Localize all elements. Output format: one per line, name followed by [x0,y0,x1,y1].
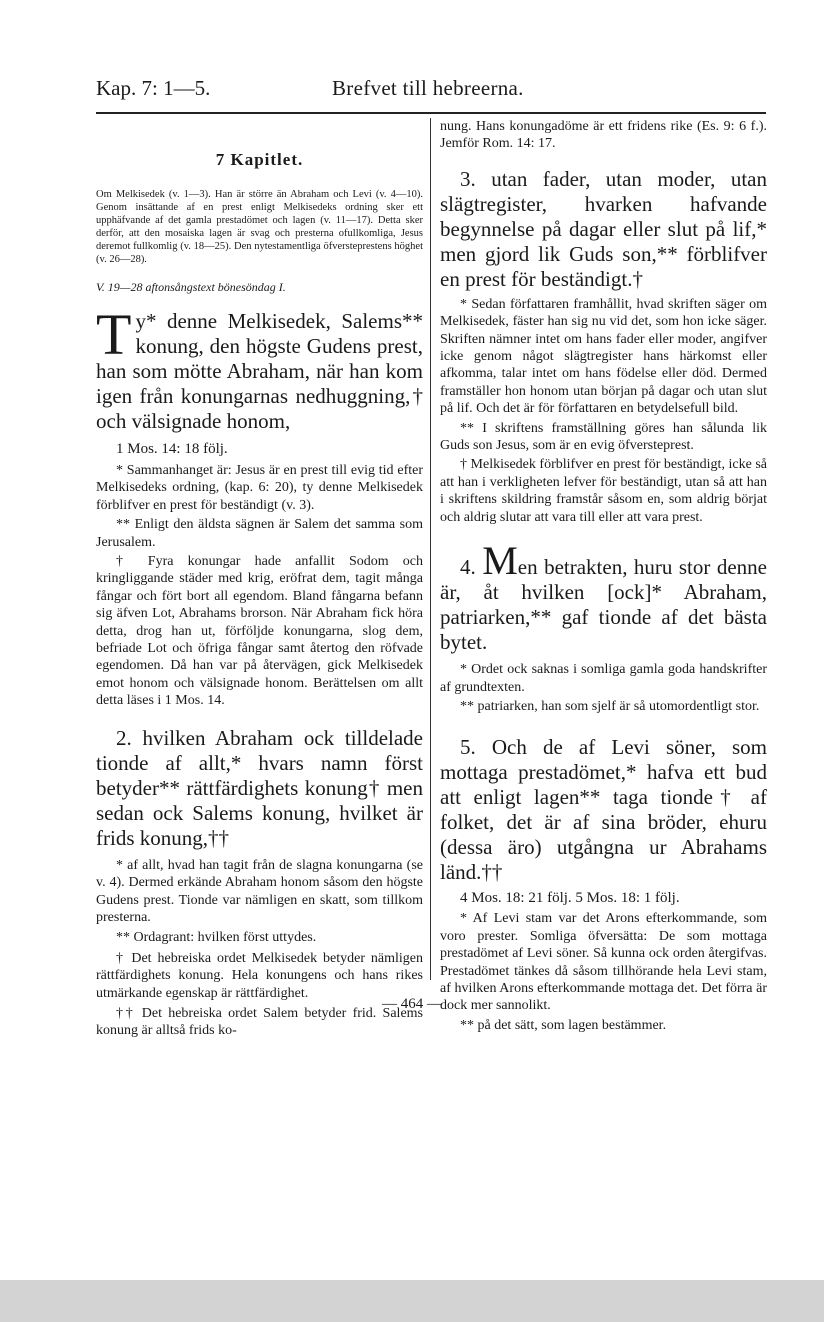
chapter-summary: Om Melkisedek (v. 1—3). Han är större än Abraham och Levi (v. 4—10). Genom insättande af en prest enligt Melkisedeks ordning sker ett upphäfvande af det gamla prestadömet och lagen (v. 11—17). Detta sker derför, att den mosaiska lagen är svag och presterna ofullkomliga, Jesus deremot fullkomlig (v. 18—25). Den nytestamentliga öfversteprestens höghet (v. 26—28). [96,189,423,265]
verse-4-text: en betrakten, huru stor denne är, åt hvilken [ock]* Abraham, patriarken,** gaf tionde af det bästa bytet. [440,555,767,655]
chapter-title: 7 Kapitlet. [215,150,304,169]
verse-1-note-2: ** Enligt den äldsta sägnen är Salem det samma som Jerusalem. [96,517,423,550]
header-rule [96,112,766,114]
verse-1-text: y* denne Melkisedek, Salems** konung, den högste Gudens prest, han som mötte Abraham, när han kom igen från konungarnas nedhuggning,† och välsignade honom, [96,309,423,433]
right-column [440,118,767,1034]
verse-2: 2. hvilken Abraham ock tilldelade tionde af allt,* hvars namn först betyder** rättfärdighets konung† men sedan ock Salems konung, hvilket är frids konung,†† [96,725,423,850]
verse-4 [440,538,767,655]
verse-3: 3. utan fader, utan moder, utan slägtregister, hvarken hafvande begynnelse på dagar eller slut på lif,* men gjord lik Guds son,** förblifver en prest för beständigt.† [440,166,767,291]
left-column [96,118,423,1040]
verse-1 [96,302,423,434]
verse-4-note-2: ** patriarken, han som sjelf är så utomordentligt stor. [460,698,760,714]
column-divider [430,118,431,980]
verse-1-reference: 1 Mos. 14: 18 följ. [116,441,228,457]
continued-note: nung. Hans konungadöme är ett fridens rike (Es. 9: 6 f.). Jemför Rom. 14: 17. [440,119,767,152]
reading-note: V. 19—28 aftonsångstext bönesöndag I. [96,280,286,294]
book-title: Brefvet till hebreerna. [332,76,524,100]
verse-3-note-2: ** I skriftens framställning göres han sålunda lik Guds son Jesus, som är en evig öfversteprest. [440,420,767,454]
verse-4-note-1: * Ordet ock saknas i somliga gamla goda handskrifter af grundtexten. [440,662,767,695]
bottom-margin-band [0,1280,824,1322]
verse-2-note-3: † Det hebreiska ordet Melkisedek betyder nämligen rättfärdighets konung. Hela konungens och hans rikes utmärkande egenskap är rättfärdighet. [96,950,423,1001]
verse-2-note-4: †† Det hebreiska ordet Salem betyder frid. Salems konung är alltså frids ko- [96,1005,423,1039]
verse-4-initial: M [482,538,518,584]
verse-5-note-1: * Af Levi stam var det Arons efterkommande, som voro prester. Somliga öfversätta: De som mottaga prestadömet af Levi söner. Så kunna ock orden återgifvas. Prestadömet tänkes då såsom tillhörande hela Levi stam, af hvilken Arons efterkommande mottaga det. Det förra är dock mer sannolikt. [440,911,767,1014]
verse-5-reference: 4 Mos. 18: 21 följ. 5 Mos. 18: 1 följ. [460,890,680,907]
verse-3-note-1: * Sedan författaren framhållit, hvad skriften säger om Melkisedek, fäster han sig nu vid det, som hon icke säger. Skriften nämner intet om hans fader eller moder, angifver icke genom något slägtregister hans härkomst eller afkomma, talar intet om hans födelse eller död. Dermed framställer hon honom utan början på dagar och utan slut på lif. Och det är för författaren en betydelsefull bild. [440,296,767,417]
verse-1-note-3: † Fyra konungar hade anfallit Sodom och kringliggande städer med krig, eröfrat dem, tagit många fångar och fört bort all egendom. Bland fångarna befann sig äfven Lot, Abrahams brorson. När Abraham fick höra detta, drog han ut, förföljde konungarna, slog dem, befriade Lot och öfriga fångar samt återtog den röfvade egendomen. Då han var på återvägen, gick Melkisedek emot honom och välsignade honom. Berättelsen om allt detta läses i 1 Mos. 14. [96,554,423,709]
verse-5-note-2: ** på det sätt, som lagen bestämmer. [460,1017,667,1033]
verse-1-note-1: * Sammanhanget är: Jesus är en prest till evig tid efter Melkisedeks ordning, (kap. 6: 20), ty denne Melkisedek förblifver en prest för beständigt (v. 3). [96,463,423,513]
drop-cap: T [96,302,132,367]
verse-2-note-2: ** Ordagrant: hvilken först uttydes. [116,930,317,946]
running-header [96,76,766,106]
chapter-reference: Kap. 7: 1—5. [96,76,211,100]
verse-3-note-3: † Melkisedek förblifver en prest för beständigt, icke så att han i verkligheten lefver för beständigt, utan så att han i skriftens skildring framstår såsom en, som aldrig börjat och aldrig slutar att vara till eller att vara prest. [440,457,767,525]
verse-2-note-1: * af allt, hvad han tagit från de slagna konungarna (se v. 4). Dermed erkände Abraham honom såsom den högste Gudens prest. Tionde var nämligen en skatt, som tillkom presterna. [96,857,423,925]
verse-4-number: 4. [460,555,476,580]
verse-5: 5. Och de af Levi söner, som mottaga prestadömet,* hafva ett bud att enligt lagen** taga tionde† af folket, det är af sina bröder, ehuru (dessa äro) utgångna ur Abrahams länd.†† [440,735,767,885]
page-number: — 464 — [382,996,442,1012]
